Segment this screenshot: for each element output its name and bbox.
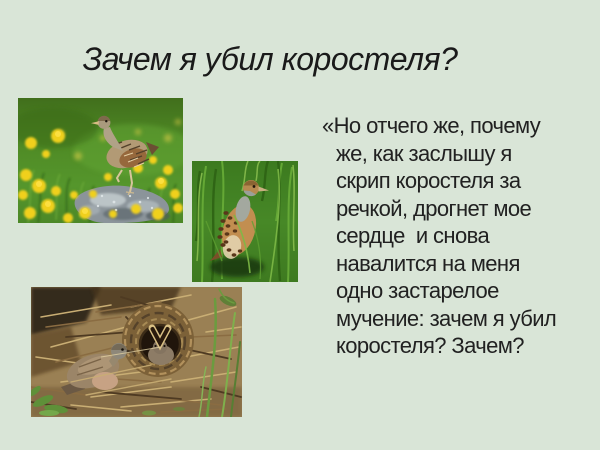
quote-line: навалится на меня <box>336 250 520 276</box>
quote-line: скрип коростеля за <box>336 168 521 193</box>
quote-line: «Но отчего же, почему <box>322 113 541 138</box>
photo-corncrake-in-grass <box>192 161 298 282</box>
slide-title: Зачем я убил коростеля? <box>82 41 458 77</box>
corncrake-on-rock-illustration <box>18 98 183 223</box>
quote-line: одно застарелое <box>336 278 499 303</box>
corncrake-at-nest-illustration <box>31 287 242 417</box>
photo-corncrake-on-rock <box>18 98 183 223</box>
quote-line: же, как заслышу я <box>336 140 512 166</box>
quote-line: мучение: зачем я убил <box>336 305 557 331</box>
corncrake-in-grass-illustration <box>192 161 298 282</box>
photo-corncrake-at-nest <box>31 287 242 417</box>
nest <box>122 303 194 377</box>
quote-text-block <box>322 112 591 360</box>
quote-line: речкой, дрогнет мое <box>336 195 532 221</box>
quote-line: сердце и снова <box>336 223 490 248</box>
quote-line: коростеля? Зачем? <box>336 333 524 358</box>
